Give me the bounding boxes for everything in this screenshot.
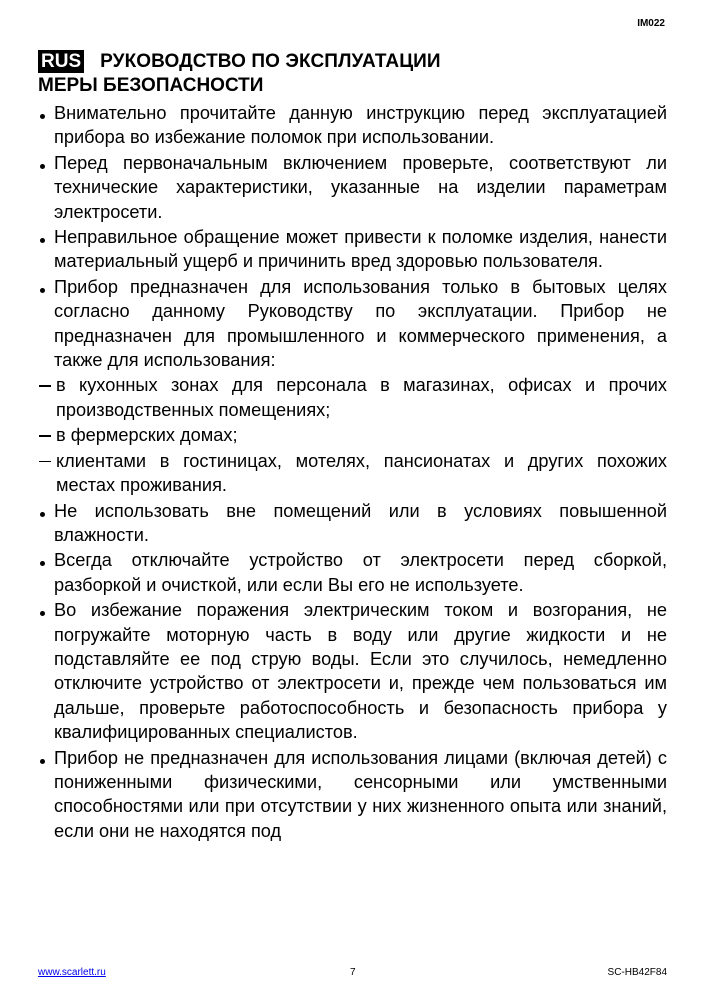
list-item: [38, 275, 667, 373]
item-text: Не использовать вне помещений или в условиях повышенной влажности.: [54, 500, 667, 545]
sub-list-item: [38, 449, 667, 498]
page-title: РУКОВОДСТВО ПО ЭКСПЛУАТАЦИИ: [100, 50, 441, 72]
section-title: МЕРЫ БЕЗОПАСНОСТИ: [38, 75, 264, 96]
item-text: Неправильное обращение может привести к поломке изделия, нанести материальный ущерб и причинить вред здоровью пользователя.: [54, 227, 667, 272]
item-text: Во избежание поражения электрическим током и возгорания, не погружайте моторную часть в воду или другие жидкости и не подставляйте ее под струю воды. Если это случилось, немедленно отключите устройство от электросети и, прежде чем пользоваться им дальше, проверьте работоспособность и безопасность прибора у квалифицированных специалистов.: [54, 600, 667, 743]
page-number: 7: [350, 967, 356, 978]
list-item: [38, 548, 667, 597]
item-text: Внимательно прочитайте данную инструкцию перед эксплуатацией прибора во избежание поломок при использовании.: [54, 103, 667, 148]
website-link[interactable]: www.scarlett.ru: [38, 967, 106, 978]
sub-list-item: [38, 423, 667, 447]
item-text: Прибор предназначен для использования только в бытовых целях согласно данному Руководству по эксплуатации. Прибор не предназначен для промышленного и коммерческого применения, а также для использования:: [54, 276, 667, 371]
item-text: Прибор не предназначен для использования лицами (включая детей) с пониженными физическими, сенсорными или умственными способностями или при отсутствии у них жизненного опыта или знаний, если они не находятся под: [54, 747, 667, 841]
item-text: в фермерских домах;: [56, 425, 238, 446]
sub-list-item: [38, 373, 667, 422]
language-badge: RUS: [38, 50, 84, 73]
list-item: [38, 151, 667, 224]
item-text: Всегда отключайте устройство от электросети перед сборкой, разборкой и очисткой, или если Вы его не используете.: [54, 550, 667, 595]
item-text: клиентами в гостиницах, мотелях, пансионатах и других похожих местах проживания.: [56, 450, 667, 496]
item-text: в кухонных зонах для персонала в магазинах, офисах и прочих производственных помещениях;: [56, 375, 667, 420]
list-item: [38, 225, 667, 274]
list-item: [38, 499, 667, 548]
list-item: [38, 598, 667, 744]
title-row: [38, 50, 441, 73]
list-item: [38, 101, 667, 150]
instructions-list: [38, 101, 667, 844]
doc-code: IM022: [637, 18, 665, 29]
item-text: Перед первоначальным включением проверьте, соответствуют ли технические характеристики, указанные на изделии параметрам электросети.: [54, 152, 667, 222]
list-item: [38, 746, 667, 844]
model-number: SC-HB42F84: [607, 967, 667, 978]
